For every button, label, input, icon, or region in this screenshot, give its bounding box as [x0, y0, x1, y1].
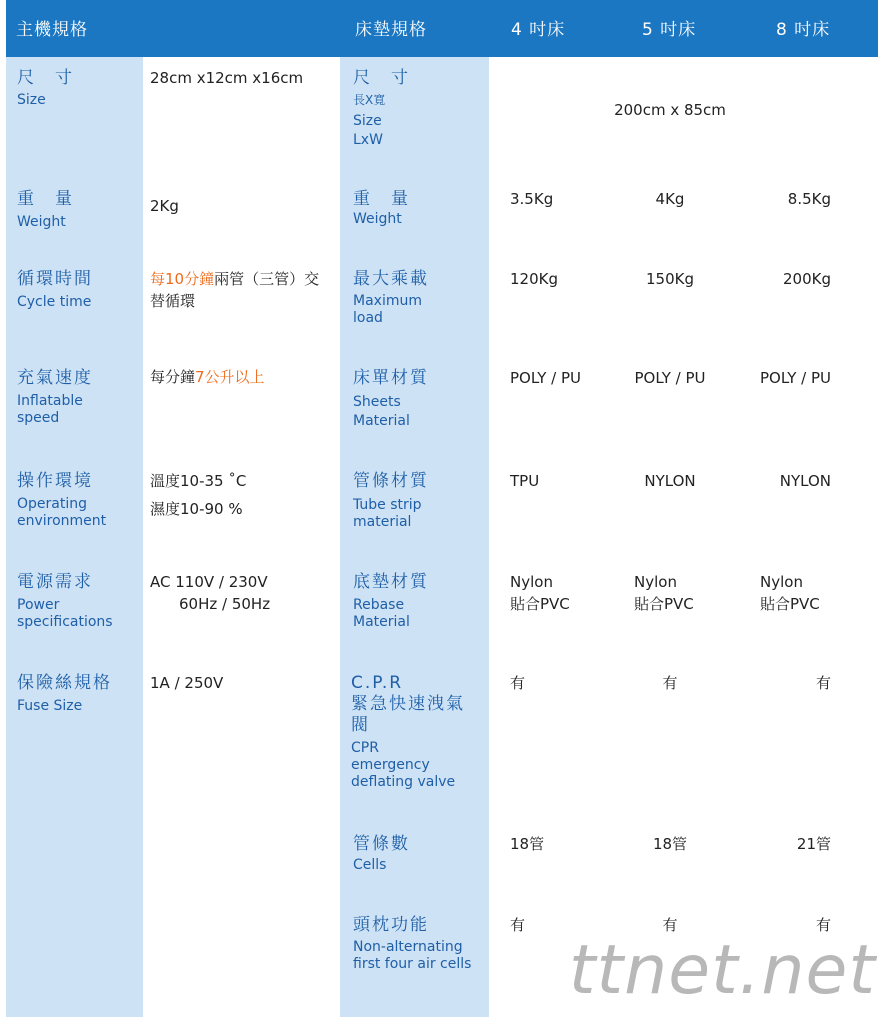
- mattress-weight-v5: 4Kg: [655, 190, 685, 208]
- header-bed5: 5 吋床: [642, 20, 697, 40]
- host-cycle-value2: 替循環: [150, 292, 196, 310]
- mattress-size-value: 200cm x 85cm: [614, 101, 726, 119]
- mattress-cpr-v8: 有: [815, 674, 831, 692]
- mattress-cells-v5: 18管: [652, 835, 688, 853]
- host-power-value2: 60Hz / 50Hz: [179, 595, 271, 613]
- host-cycle-zh: 循環時間: [17, 269, 93, 289]
- mattress-cpr-en3: deflating valve: [351, 774, 456, 790]
- header-bed4: 4 吋床: [511, 20, 566, 40]
- mattress-rebase-zh: 底墊材質: [353, 572, 429, 592]
- mattress-cpr-zh3: 閥: [351, 715, 370, 735]
- host-inflate-pre: 每分鐘: [150, 368, 196, 386]
- mattress-load-en2: load: [353, 310, 383, 326]
- mattress-load-zh: 最大乘載: [353, 269, 429, 289]
- host-power-zh: 電源需求: [17, 572, 93, 592]
- host-cycle-rest: 兩管（三管）交: [214, 270, 320, 288]
- mattress-rebase-v8a: Nylon: [760, 573, 803, 591]
- host-fuse-zh: 保險絲規格: [17, 673, 112, 693]
- mattress-weight-zh: 重 量: [353, 189, 410, 209]
- watermark: ttnet.net: [568, 931, 876, 1010]
- mattress-load-v5: 150Kg: [646, 270, 694, 288]
- mattress-rebase-v4b: 貼合PVC: [510, 595, 570, 613]
- host-size-value: 28cm x12cm x16cm: [150, 69, 304, 87]
- host-env-value2: 濕度10-90 %: [150, 500, 243, 518]
- mattress-tube-en1: Tube strip: [353, 497, 422, 513]
- mattress-cells-zh: 管條數: [353, 834, 410, 854]
- host-weight-zh: 重 量: [17, 189, 74, 209]
- mattress-load-v8: 200Kg: [783, 270, 831, 288]
- mattress-cpr-zh: C.P.R: [351, 673, 404, 693]
- host-env-zh: 操作環境: [17, 471, 93, 491]
- mattress-rebase-v5b: 貼合PVC: [634, 595, 694, 613]
- mattress-rebase-en2: Material: [353, 614, 410, 630]
- header-host: 主機規格: [16, 20, 88, 40]
- host-inflate-en2: speed: [17, 410, 60, 426]
- mattress-rebase-v4a: Nylon: [510, 573, 553, 591]
- mattress-load-v4: 120Kg: [510, 270, 558, 288]
- mattress-size-en1: Size: [353, 113, 382, 129]
- host-weight-en: Weight: [17, 214, 66, 230]
- mattress-sheets-v5: POLY / PU: [634, 369, 706, 387]
- header-bar: [6, 0, 878, 57]
- mattress-sheets-zh: 床單材質: [353, 368, 429, 388]
- mattress-sheets-v8: POLY / PU: [760, 369, 831, 387]
- mattress-load-en1: Maximum: [353, 293, 422, 309]
- mattress-weight-v8: 8.5Kg: [787, 190, 831, 208]
- host-cycle-highlight: 每10分鐘: [150, 270, 215, 288]
- mattress-cpr-zh2: 緊急快速洩氣: [351, 694, 465, 714]
- mattress-rebase-v8b: 貼合PVC: [760, 595, 820, 613]
- mattress-cells-v4: 18管: [510, 835, 545, 853]
- host-env-en1: Operating: [17, 496, 87, 512]
- mattress-headrest-zh: 頭枕功能: [353, 915, 429, 935]
- mattress-cpr-v5: 有: [662, 674, 678, 692]
- mattress-cpr-en1: CPR: [351, 740, 379, 756]
- mattress-cells-en: Cells: [353, 857, 387, 873]
- mattress-tube-v5: NYLON: [644, 472, 696, 490]
- mattress-weight-en: Weight: [353, 211, 402, 227]
- mattress-sheets-en1: Sheets: [353, 394, 401, 410]
- mattress-size-zh2: 長X寬: [353, 93, 386, 107]
- mattress-tube-v4: TPU: [510, 472, 540, 490]
- header-bed8: 8 吋床: [776, 20, 831, 40]
- mattress-rebase-v5a: Nylon: [634, 573, 677, 591]
- mattress-cpr-en2: emergency: [351, 757, 430, 773]
- mattress-weight-v4: 3.5Kg: [510, 190, 554, 208]
- host-fuse-en: Fuse Size: [17, 698, 83, 714]
- host-inflate-highlight: 7公升以上: [195, 368, 265, 386]
- host-size-zh: 尺 寸: [17, 68, 74, 88]
- mattress-rebase-en1: Rebase: [353, 597, 405, 613]
- host-env-en2: environment: [17, 513, 107, 529]
- mattress-tube-zh: 管條材質: [353, 471, 429, 491]
- mattress-tube-v8: NYLON: [779, 472, 831, 490]
- mattress-headrest-v4: 有: [510, 916, 526, 934]
- host-inflate-value: [150, 368, 265, 387]
- host-cycle-value: [150, 270, 319, 289]
- mattress-size-zh: 尺 寸: [353, 68, 410, 88]
- host-fuse-value: 1A / 250V: [150, 674, 224, 692]
- mattress-headrest-en2: first four air cells: [353, 956, 472, 972]
- mattress-cpr-v4: 有: [510, 674, 526, 692]
- host-env-value: 溫度10-35 ˚C: [150, 472, 247, 490]
- host-cycle-en: Cycle time: [17, 294, 92, 310]
- mattress-headrest-v5: 有: [662, 916, 678, 934]
- host-power-en2: specifications: [17, 614, 113, 630]
- mattress-headrest-en1: Non-alternating: [353, 939, 463, 955]
- mattress-size-en2: LxW: [353, 132, 383, 148]
- mattress-sheets-v4: POLY / PU: [510, 369, 581, 387]
- host-power-en1: Power: [17, 597, 60, 613]
- header-mattress: 床墊規格: [355, 20, 427, 40]
- host-weight-value: 2Kg: [150, 197, 179, 215]
- host-inflate-en1: Inflatable: [17, 393, 83, 409]
- mattress-sheets-en2: Material: [353, 413, 410, 429]
- mattress-cells-v8: 21管: [796, 835, 831, 853]
- host-inflate-zh: 充氣速度: [17, 368, 93, 388]
- host-power-value: AC 110V / 230V: [150, 573, 268, 591]
- mattress-headrest-v8: 有: [815, 916, 831, 934]
- mattress-tube-en2: material: [353, 514, 412, 530]
- host-size-en: Size: [17, 92, 46, 108]
